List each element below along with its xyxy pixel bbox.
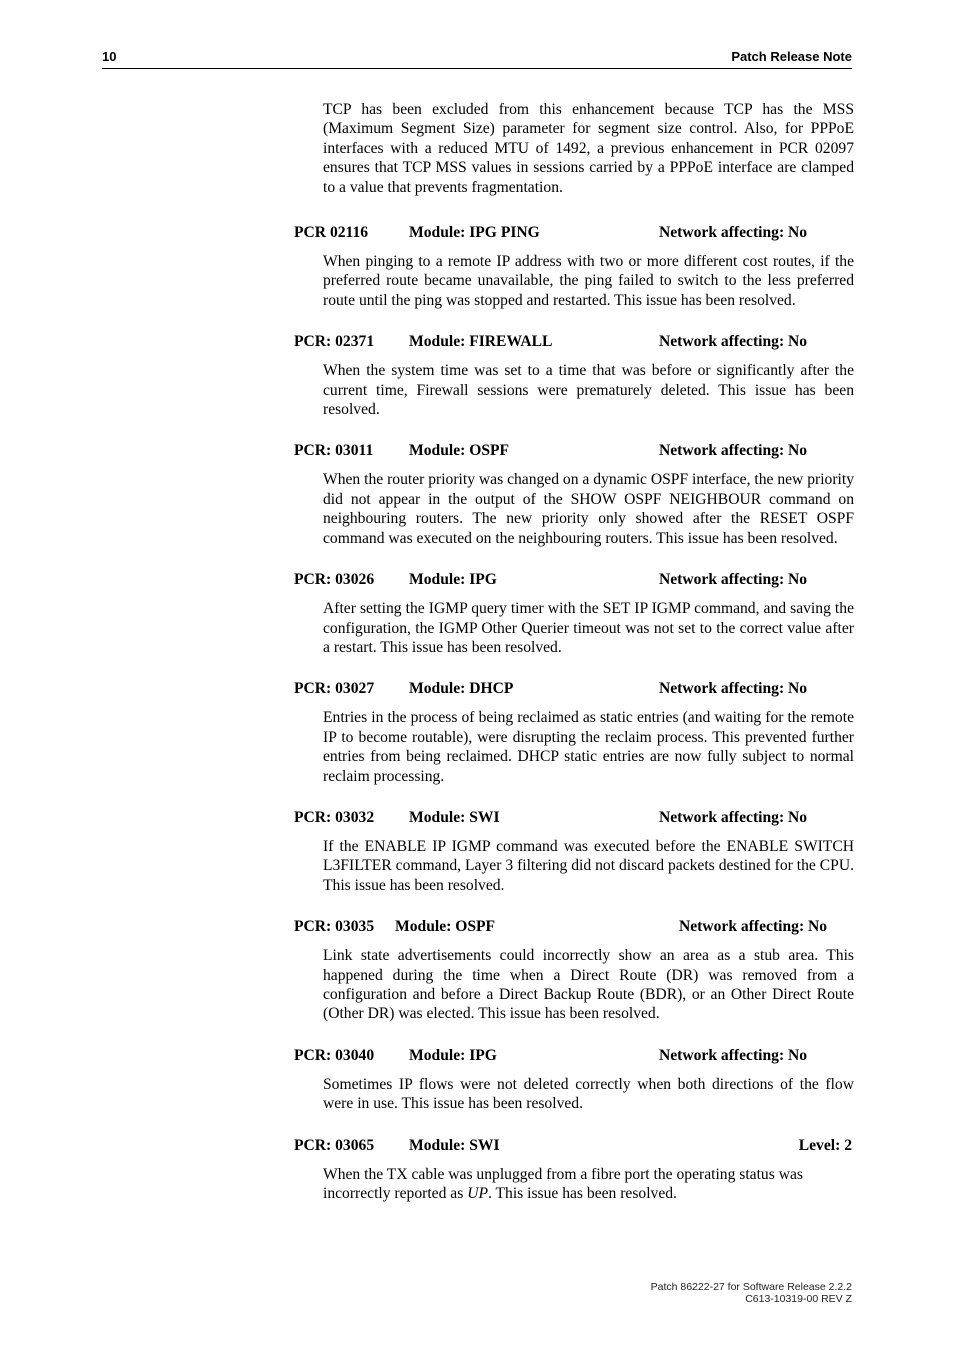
network-affecting: Network affecting: No — [659, 442, 808, 460]
page-header — [102, 47, 852, 67]
network-affecting: Network affecting: No — [679, 918, 828, 936]
module-name: Module: IPG — [409, 571, 497, 589]
network-affecting: Network affecting: No — [659, 571, 808, 589]
network-affecting: Network affecting: No — [659, 680, 808, 698]
entry-heading — [294, 917, 854, 937]
network-affecting: Network affecting: No — [659, 224, 808, 242]
entry-description: Link state advertisements could incorrectly show an area as a stub area. This happened during the time when a Direct Route (DR) was removed from a configuration and before a Direct Backup Route (BDR), or an Other Direct Route (Other DR) was elected. This issue has been resolved. — [323, 947, 854, 1023]
description-text: When the TX cable was unplugged from a fibre port the operating status was incorrectly reported as — [323, 1165, 803, 1202]
header-rule — [102, 68, 852, 69]
pcr-number: PCR: 03035 — [294, 918, 375, 936]
document-title: Patch Release Note — [731, 49, 852, 64]
module-name: Module: OSPF — [395, 918, 496, 936]
description-text: . This issue has been resolved. — [487, 1185, 677, 1202]
entry-heading — [294, 1136, 854, 1156]
network-affecting: Network affecting: No — [659, 808, 808, 826]
network-affecting: Network affecting: No — [659, 1046, 808, 1064]
entry-heading — [294, 1046, 854, 1066]
entry-heading — [294, 570, 854, 590]
pcr-number: PCR 02116 — [294, 224, 369, 242]
status-value: UP — [467, 1185, 488, 1202]
entry-heading — [294, 332, 854, 352]
pcr-number: PCR: 03040 — [294, 1046, 375, 1064]
footer-doc-code: C613-10319-00 REV Z — [745, 1293, 852, 1305]
entry-description: When the system time was set to a time that was before or significantly after the current time, Firewall sessions were prematurely deleted. This issue has been resolved. — [323, 362, 854, 419]
network-affecting: Network affecting: No — [659, 333, 808, 351]
entry-description: When the router priority was changed on a dynamic OSPF interface, the new priority did not appear in the output of the SHOW OSPF NEIGHBOUR command on neighbouring routers. The new priority only showed after the RESET OSPF command was executed on the neighbouring routers. This issue has been resolved. — [323, 471, 854, 547]
entry-description: Sometimes IP flows were not deleted correctly when both directions of the flow were in use. This issue has been resolved. — [323, 1075, 854, 1113]
module-name: Module: SWI — [409, 808, 500, 826]
entry-description: After setting the IGMP query timer with the SET IP IGMP command, and saving the configuration, the IGMP Other Querier timeout was not set to the correct value after a restart. This issue has been resolved. — [323, 600, 854, 656]
page-number: 10 — [102, 49, 117, 64]
module-name: Module: SWI — [409, 1136, 500, 1154]
intro-paragraph: TCP has been excluded from this enhancement because TCP has the MSS (Maximum Segment Size) parameter for segment size control. Also, for PPPoE interfaces with a reduced MTU of 1492, a previous enhancement in PCR 02097 ensures that TCP MSS values in sessions carried by a PPPoE interface are clamped to a value that prevents fragmentation. — [323, 101, 854, 196]
entry-heading — [294, 808, 854, 828]
entry-heading — [294, 441, 854, 461]
pcr-number: PCR: 03011 — [294, 442, 374, 460]
pcr-number: PCR: 03027 — [294, 680, 375, 698]
module-name: Module: FIREWALL — [409, 333, 553, 351]
entry-heading — [294, 223, 854, 243]
entry-description: Entries in the process of being reclaimed as static entries (and waiting for the remote IP to become routable), were disrupting the reclaim process. This prevented further entries from being reclaimed. DHCP static entries are now fully subject to normal reclaim processing. — [323, 709, 854, 785]
pcr-number: PCR: 03026 — [294, 571, 375, 589]
module-name: Module: OSPF — [409, 442, 510, 460]
entry-description: If the ENABLE IP IGMP command was executed before the ENABLE SWITCH L3FILTER command, Layer 3 filtering did not discard packets destined for the CPU. This issue has been resolved. — [323, 837, 854, 894]
severity-level: Level: 2 — [798, 1136, 852, 1154]
pcr-number: PCR: 03065 — [294, 1136, 375, 1154]
footer-patch-line: Patch 86222-27 for Software Release 2.2.2 — [650, 1281, 852, 1293]
pcr-number: PCR: 03032 — [294, 808, 375, 826]
module-name: Module: DHCP — [409, 680, 514, 698]
entry-heading — [294, 679, 854, 699]
release-notes-body — [294, 100, 854, 1203]
page-footer — [651, 1281, 852, 1305]
module-name: Module: IPG PING — [409, 224, 540, 242]
module-name: Module: IPG — [409, 1046, 497, 1064]
pcr-number: PCR: 02371 — [294, 333, 375, 351]
entry-description — [323, 1165, 854, 1204]
entry-description: When pinging to a remote IP address with two or more different cost routes, if the preferred route became unavailable, the ping failed to switch to the less preferred route until the ping was stopped and restarted. This issue has been resolved. — [323, 253, 854, 309]
